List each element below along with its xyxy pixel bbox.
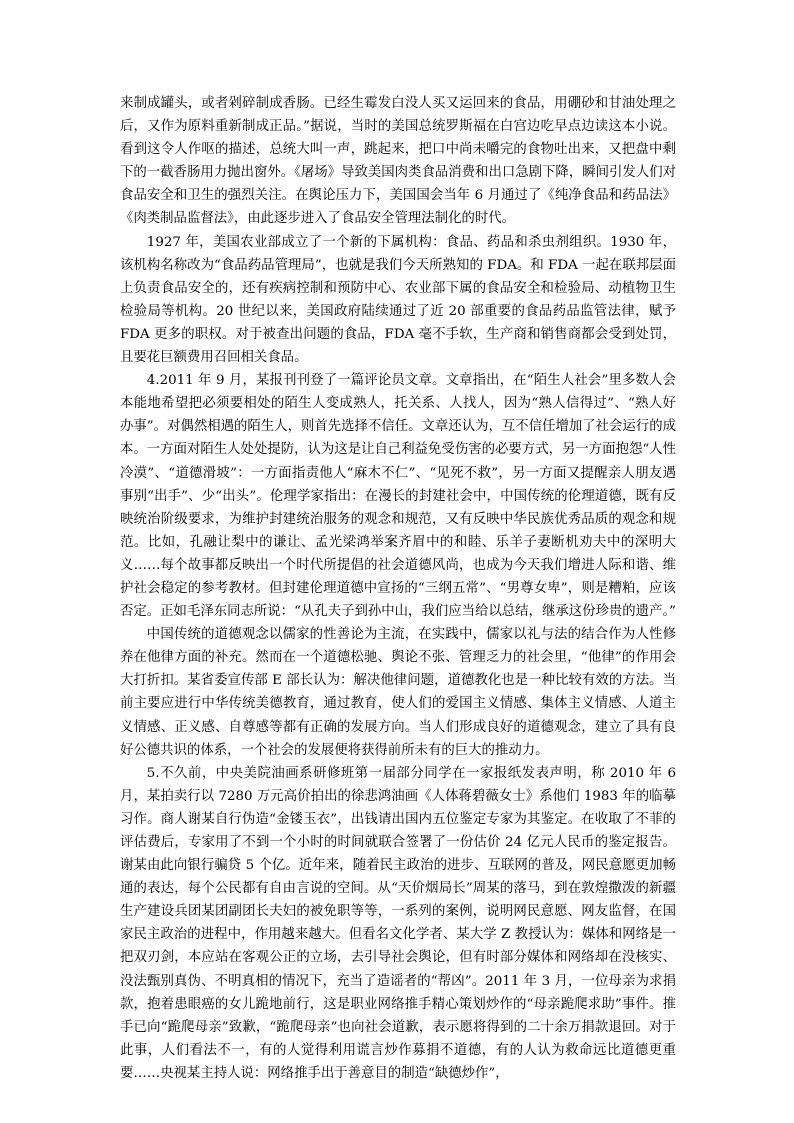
paragraph-media-supervision: 5.不久前，中央美院油画系研修班第一届部分同学在一家报纸发表声明，称 2010 年 6 月，某拍卖行以 7280 万元高价拍出的徐悲鸿油画《人体蒋碧薇女士》系他们 1983 年的临摹习作。商人谢某自行伪造“金镂玉衣”，出钱请出国内五位鉴定专家为其鉴定。在收取了不菲的评估费后，专家用了不到一个小时的时间就联合签署了一份估价 24 亿元人民币的鉴定报告。谢某由此向银行骗贷 5 个亿。近年来，随着民主政治的进步、互联网的普及，网民意愿更加畅通的表达，每个公民都有自由言说的空间。从“天价烟局长”周某的落马，到在敦煌撒泼的新疆生产建设兵团某团副团长夫妇的被免职等等，一系列的案例，说明网民意愿、网友监督，在国家民主政治的进程中，作用越来越大。但看名文化学者、某大学 Z 教授认为：媒体和网络是一把双刃剑，本应站在客观公正的立场，去引导社会舆论，但有时部分媒体和网络却在没核实、没法甄别真伪、不明真相的情况下，充当了造谣者的“帮凶”。2011 年 3 月，一位母亲为求捐款，抱着患眼癌的女儿跪地前行，这是职业网络推手精心策划炒作的“母亲跪爬求助”事件。推手已向“跪爬母亲”致歉，“跪爬母亲”也向社会道歉，表示愿将得到的二十余万捐款退回。对于此事，人们看法不一，有的人觉得利用谎言炒作募捐不道德，有的人认为救命远比道德更重要……央视某主持人说：网络推手出于善意目的制造“缺德炒作”， xyxy=(120,765,676,1081)
paragraph-stranger-society: 4.2011 年 9 月，某报刊刊登了一篇评论员文章。文章指出，在“陌生人社会”里多数人会本能地希望把必须要相处的陌生人变成熟人，托关系、人找人，因为“熟人信得过”、“熟人好办事”。对偶然相遇的陌生人，则首先选择不信任。文章还认为，互不信任增加了社会运行的成本。一方面对陌生人处处提防，认为这是让自己利益免受伤害的必要方式，另一方面抱怨“人性冷漠”、“道德滑坡”：一方面指责他人“麻木不仁”、“见死不救”，另一方面又提醒亲人朋友遇事别“出手”、少“出头”。伦理学家指出：在漫长的封建社会中，中国传统的伦理道德，既有反映统治阶级要求，为维护封建统治服务的观念和规范，又有反映中华民族优秀品质的观念和规范。比如，孔融让梨中的谦让、孟光梁鸿举案齐眉中的和睦、乐羊子妻断机劝夫中的深明大义……每个故事都反映出一个时代所提倡的社会道德风尚，也成为今天我们增进人际和谐、维护社会稳定的参考教材。但封建伦理道德中宣扬的“三纲五常”、“男尊女卑”，则是糟粕，应该否定。正如毛泽东同志所说：“从孔夫子到孙中山，我们应当给以总结，继承这份珍贵的遗产。” xyxy=(120,373,677,620)
paragraph-confucian-morality: 中国传统的道德观念以儒家的性善论为主流，在实践中，儒家以礼与法的结合作为人性修养在他律方面的补充。然而在一个道德松驰、舆论不张、管理乏力的社会里，“他律”的作用会大打折扣。某省委宣传部 E 部长认为：解决他律问题，道德教化也是一种比较有效的方法。当前主要应进行中华传统美德教育，通过教育，使人们的爱国主义情感、集体主义情感、人道主义情感、正义感、自尊感等都有正确的发展方向。当人们形成良好的道德观念，建立了具有良好公德共识的体系，一个社会的发展便将获得前所未有的巨大的推动力。 xyxy=(120,627,676,758)
paragraph-fda-history: 1927 年，美国农业部成立了一个新的下属机构：食品、药品和杀虫剂组织。1930 年，该机构名称改为“食品药品管理局”，也就是我们今天所熟知的 FDA。和 FDA 一起在联邦层面上负责食品安全的，还有疾病控制和预防中心、农业部下属的食品安全和检验局、动植物卫生检验局等机构。20 世纪以来，美国政府陆续通过了近 20 部重要的食品药品监管法律，赋予 FDA 更多的职权。对于被查出问题的食品，FDA 毫不手软，生产商和销售商都会受到处罚，且要花巨额费用召回相关食品。 xyxy=(120,234,676,366)
document-page xyxy=(120,92,676,1085)
paragraph-food-act: 来制成罐头，或者剁碎制成香肠。已经生霉发白没人买又运回来的食品，用硼砂和甘油处理之后，又作为原料重新制成正品。”据说，当时的美国总统罗斯福在白宫边吃早点边读这本小说。看到这令人作呕的描述，总统大叫一声，跳起来，把口中尚未嚼完的食物吐出来，又把盘中剩下的一截香肠用力抛出窗外。《屠场》导致美国肉类食品消费和出口急剧下降，瞬间引发人们对食品安全和卫生的强烈关注。在舆论压力下，美国国会当年 6 月通过了《纯净食品和药品法》《肉类制品监督法》，由此逐步进入了食品安全管理法制化的时代。 xyxy=(120,96,676,227)
